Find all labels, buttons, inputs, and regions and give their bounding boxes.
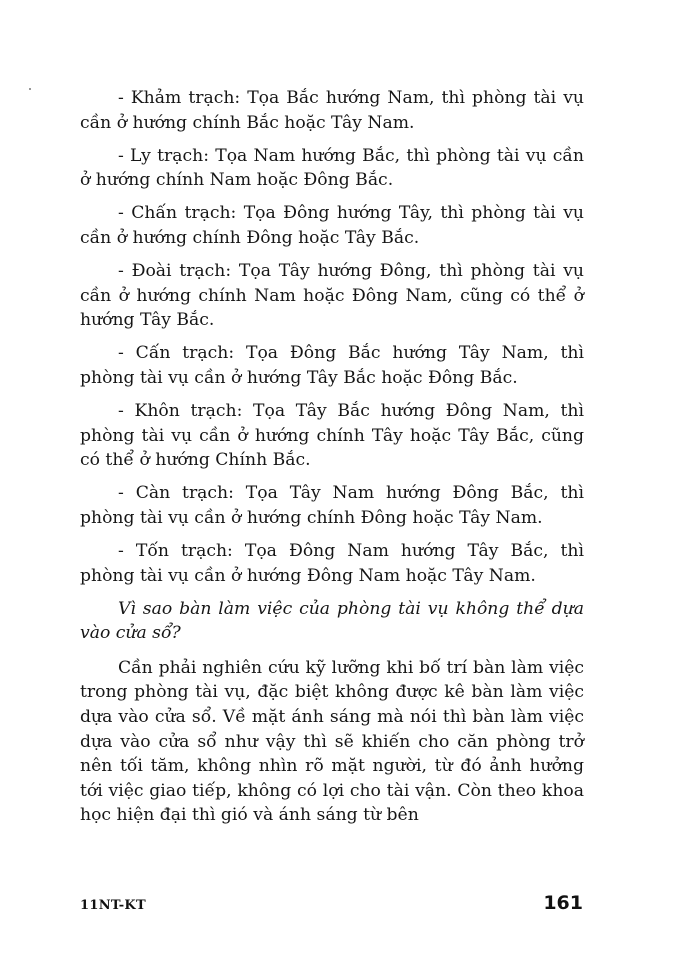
- footer-code: 11NT-KT: [80, 898, 146, 913]
- page-number: 161: [543, 892, 583, 914]
- page-body: [80, 86, 584, 837]
- list-item-doai-trach: - Đoài trạch: Tọa Tây hướng Đông, thì phòng tài vụ cần ở hướng chính Nam hoặc Đông Nam, cũng có thể ở hướng Tây Bắc.: [80, 261, 584, 331]
- list-item-ton-trach: - Tốn trạch: Tọa Đông Nam hướng Tây Bắc, thì phòng tài vụ cần ở hướng Đông Nam hoặc Tây Nam.: [80, 541, 584, 586]
- list-item-chan-trach: - Chấn trạch: Tọa Đông hướng Tây, thì phòng tài vụ cần ở hướng chính Đông hoặc Tây Bắc.: [80, 203, 584, 248]
- list-item-ly-trach: - Ly trạch: Tọa Nam hướng Bắc, thì phòng tài vụ cần ở hướng chính Nam hoặc Đông Bắc.: [80, 145, 584, 191]
- list-item-can-trach: - Cấn trạch: Tọa Đông Bắc hướng Tây Nam, thì phòng tài vụ cần ở hướng Tây Bắc hoặc Đông Bắc.: [80, 343, 584, 388]
- list-item-khon-trach: - Khôn trạch: Tọa Tây Bắc hướng Đông Nam, thì phòng tài vụ cần ở hướng chính Tây hoặc Tây Bắc, cũng có thể ở hướng Chính Bắc.: [80, 401, 584, 471]
- section-question-heading: Vì sao bàn làm việc của phòng tài vụ không thể dựa vào cửa sổ?: [80, 598, 584, 644]
- scan-speck: [29, 88, 31, 90]
- list-item-can-trach-2: - Càn trạch: Tọa Tây Nam hướng Đông Bắc, thì phòng tài vụ cần ở hướng chính Đông hoặc Tây Nam.: [80, 483, 584, 528]
- body-paragraph: Cần phải nghiên cứu kỹ lưỡng khi bố trí bàn làm việc trong phòng tài vụ, đặc biệt không được kê bàn làm việc dựa vào cửa sổ. Về mặt ánh sáng mà nói thì bàn làm việc dựa vào cửa sổ như vậy thì sẽ khiến cho căn phòng trở nên tối tăm, không nhìn rõ mặt người, từ đó ảnh hưởng tới việc giao tiếp, không có lợi cho tài vận. Còn theo khoa học hiện đại thì gió và ánh sáng từ bên: [80, 657, 584, 826]
- list-item-kham-trach: - Khảm trạch: Tọa Bắc hướng Nam, thì phòng tài vụ cần ở hướng chính Bắc hoặc Tây Nam.: [80, 88, 584, 133]
